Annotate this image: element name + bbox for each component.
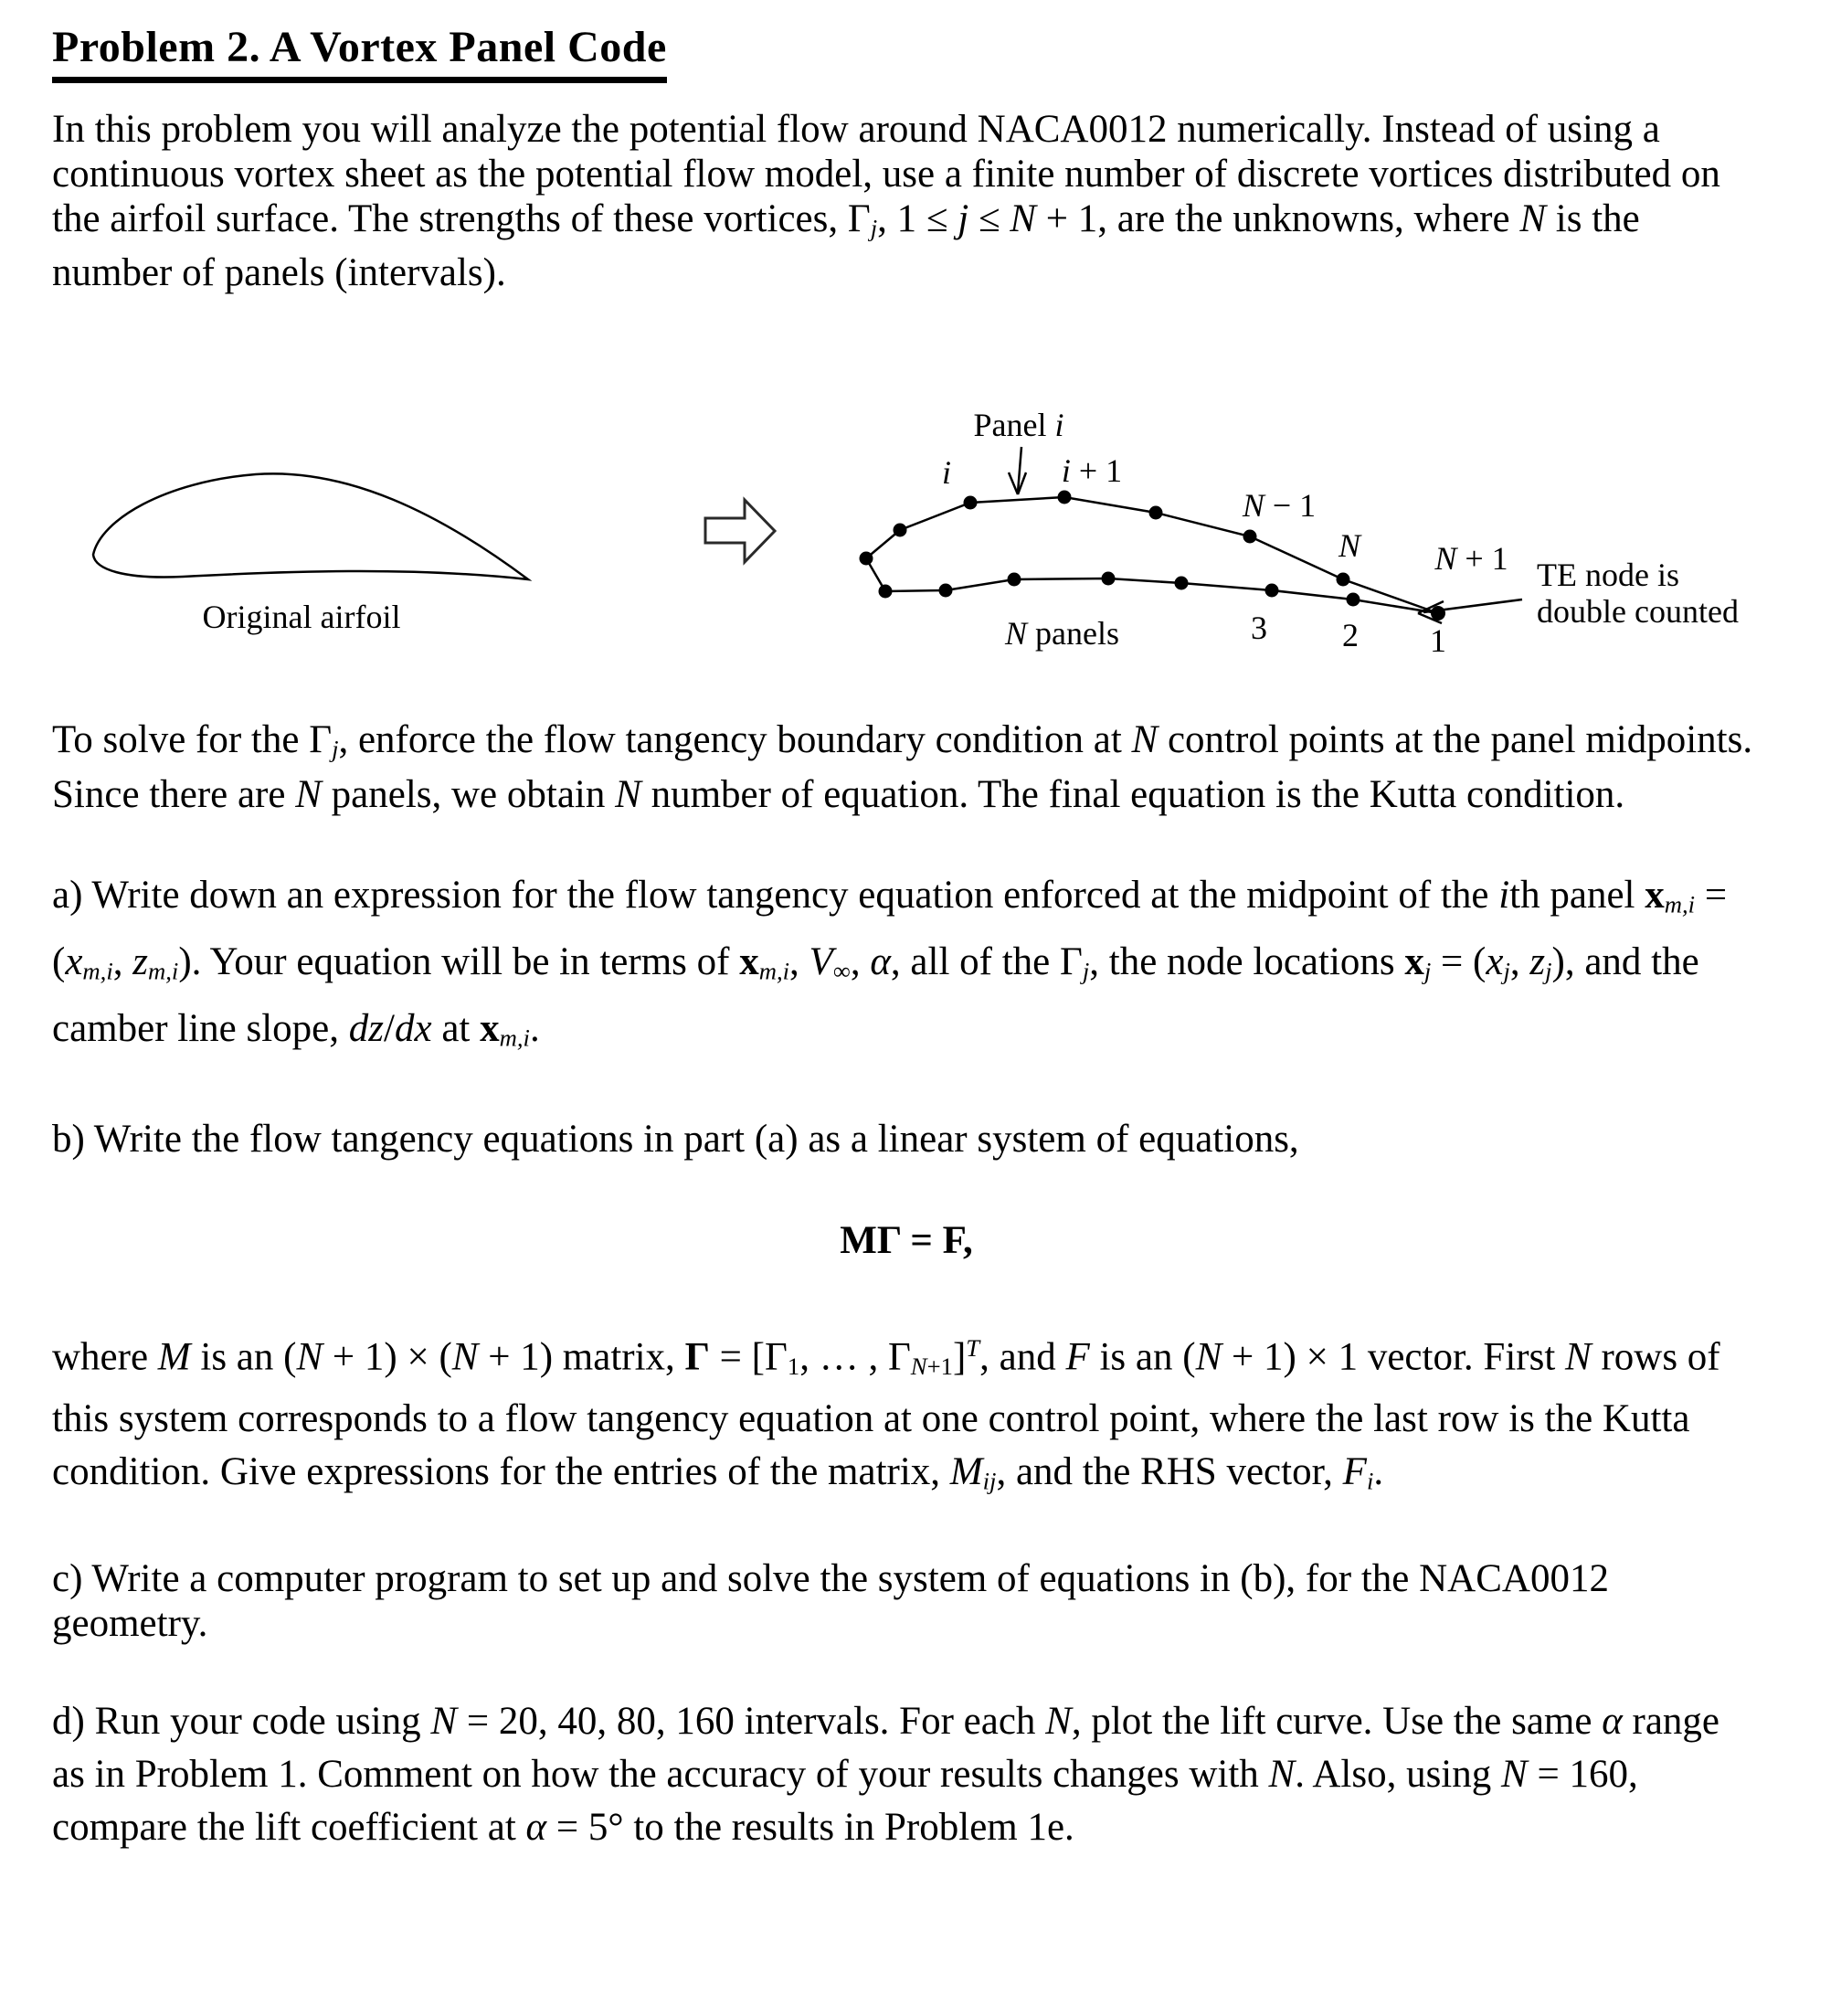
te-pointer-arrow: [1418, 599, 1522, 623]
node-i-label: i: [941, 454, 951, 492]
matrix-equation: MΓ = F,: [840, 1218, 973, 1262]
intro-paragraph: In this problem you will analyze the potential flow around NACA0012 numerically. Instead of using a continuous vortex sheet as the potential flow model, use a finite number of discrete vortices distributed on the airfoil surface. The strengths of these vortices, Γj, 1 ≤ j ≤ N + 1, are the unknowns, where N is the number of panels (intervals).: [52, 108, 1720, 295]
page-title: Problem 2. A Vortex Panel Code: [52, 22, 667, 83]
n-panels-label: N panels: [1005, 615, 1119, 653]
original-airfoil-outline: [93, 474, 528, 580]
node-1-label: 1: [1430, 622, 1446, 660]
part-d-paragraph: d) Run your code using N = 20, 40, 80, 160 intervals. For each N, plot the lift curve. Use the same α range as in Problem 1. Comment on how the accuracy of your results changes with N. Also, using N = 160, compare the lift coefficient at α = 5° to the results in Problem 1e.: [52, 1699, 1720, 1849]
te-note-line-2: double counted: [1537, 593, 1739, 631]
node-N-plus-1-label: N + 1: [1434, 540, 1508, 578]
node-3-label: 3: [1251, 610, 1267, 647]
node-N-label: N: [1338, 527, 1360, 565]
panel-i-label: Panel i: [973, 407, 1064, 444]
where-paragraph: where M is an (N + 1) × (N + 1) matrix, Γ = [Γ1, … , ΓN+1]$^T$, and F is an (N + 1) × 1 vector. First N rows of this system corresponds to a flow tangency equation at one control point, where the last row is the Kutta condition. Give expressions for the entries of the matrix, Mij, and the RHS vector, Fi.: [52, 1333, 1720, 1494]
node-2-label: 2: [1342, 617, 1359, 654]
te-note: [1537, 557, 1829, 630]
part-b-paragraph: b) Write the flow tangency equations in part (a) as a linear system of equations,: [52, 1117, 1299, 1161]
right-block-arrow-icon: [705, 500, 775, 562]
panel-i-pointer-arrow: [1009, 447, 1026, 494]
original-airfoil-label: Original airfoil: [202, 599, 401, 636]
node-i-plus-1-label: i + 1: [1061, 452, 1123, 490]
solve-paragraph: To solve for the Γj, enforce the flow tangency boundary condition at N control points at the panel midpoints. Since there are N panels, we obtain N number of equation. The final equation is the Kutta condition.: [52, 718, 1753, 816]
part-c-paragraph: c) Write a computer program to set up and solve the system of equations in (b), for the NACA0012 geometry.: [52, 1556, 1609, 1645]
airfoil-figure: [0, 374, 1841, 659]
part-a-paragraph: a) Write down an expression for the flow tangency equation enforced at the midpoint of the ith panel xm,i = (xm,i, zm,i). Your equation will be in terms of xm,i, V∞, α, all of the Γj, the node locations xj = (xj, zj), and the camber line slope, dz/dx at xm,i.: [52, 873, 1728, 1052]
node-N-minus-1-label: N − 1: [1242, 487, 1317, 525]
te-note-line-1: TE node is: [1537, 557, 1679, 594]
